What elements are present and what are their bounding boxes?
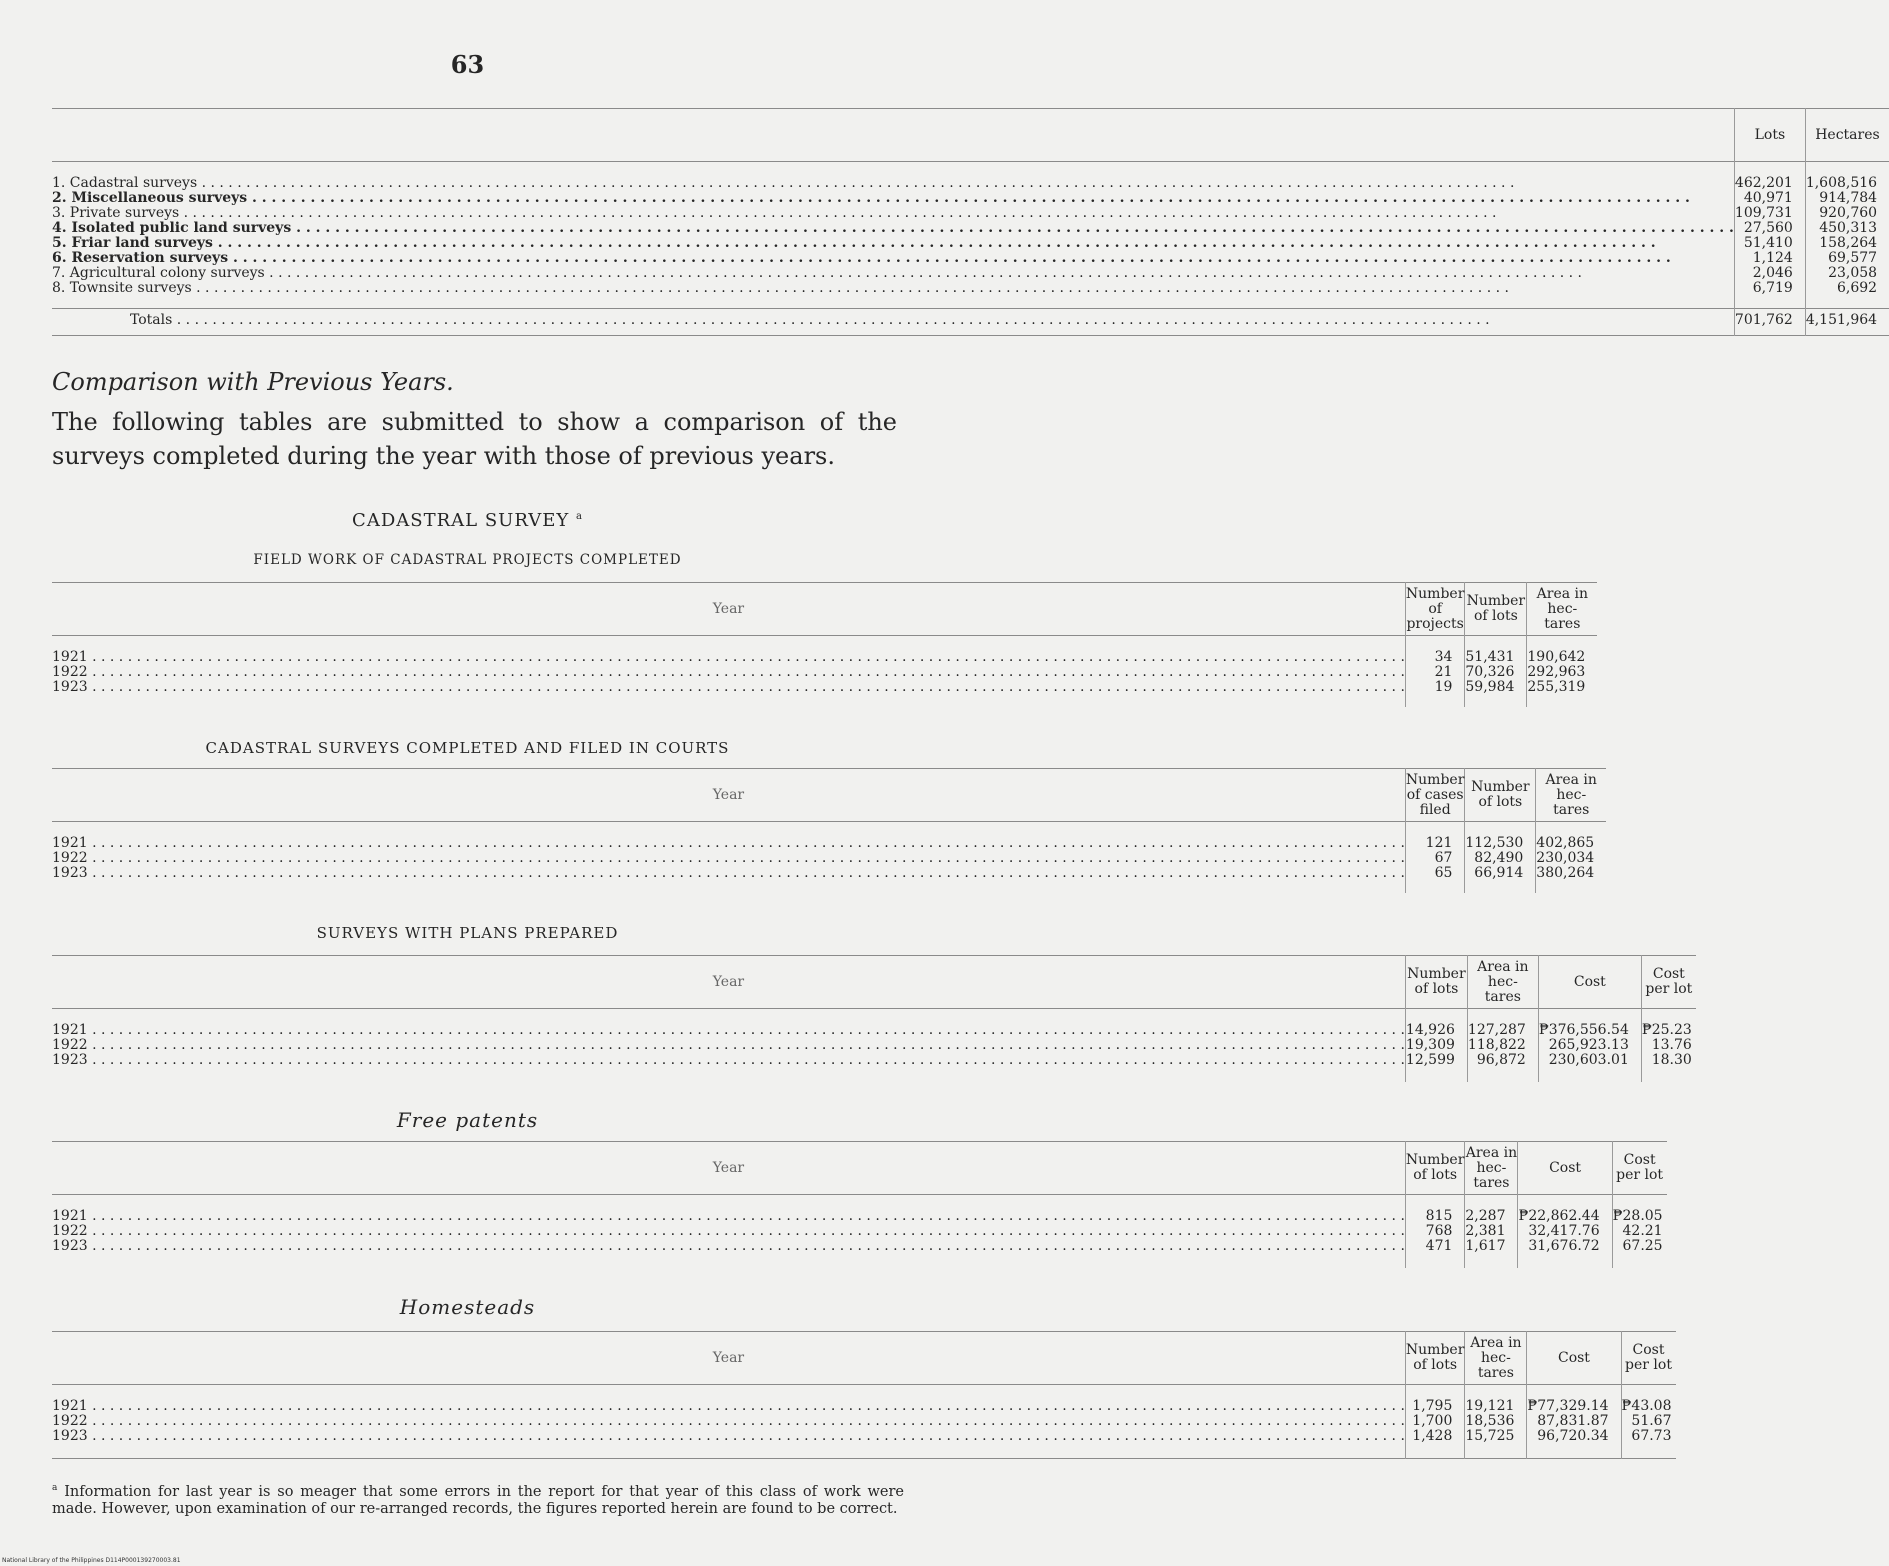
lots-cell: 1,795 bbox=[1405, 1399, 1464, 1414]
area-cell: 1,617 bbox=[1465, 1239, 1518, 1254]
summary-row-label: 4. Isolated public land surveys . . . bbox=[52, 221, 1734, 236]
cost-cell: 96,720.34 bbox=[1527, 1429, 1621, 1444]
cases-cell: 65 bbox=[1405, 866, 1464, 881]
field-work-header-projects: Number of projects bbox=[1405, 583, 1464, 636]
field-work-header-lots: Number of lots bbox=[1465, 583, 1527, 636]
plans-header-cost: Cost bbox=[1538, 956, 1641, 1009]
homesteads-table bbox=[52, 1331, 1676, 1460]
summary-lots-cell: 51,410 bbox=[1734, 236, 1805, 251]
table-row bbox=[52, 1239, 1667, 1254]
summary-totals-lots: 701,762 bbox=[1734, 309, 1805, 336]
table-row bbox=[52, 1209, 1667, 1224]
year-cell: 1921 . . . bbox=[52, 650, 1405, 665]
summary-lots-cell: 109,731 bbox=[1734, 206, 1805, 221]
free-patents-header-area: Area in hec- tares bbox=[1465, 1142, 1518, 1195]
library-credit: National Library of the Philippines D114P000139270003.81 bbox=[2, 1557, 181, 1564]
field-work-title: FIELD WORK OF CADASTRAL PROJECTS COMPLETED bbox=[253, 552, 682, 568]
footnote bbox=[52, 1480, 904, 1518]
footnote-marker: a bbox=[575, 511, 583, 522]
summary-totals-row bbox=[52, 309, 1889, 336]
filed-courts-title: CADASTRAL SURVEYS COMPLETED AND FILED IN COURTS bbox=[205, 739, 730, 757]
summary-totals-label: Totals . . . bbox=[52, 309, 1734, 336]
cost-per-lot-cell: ₱43.08 bbox=[1621, 1399, 1675, 1414]
table-row bbox=[52, 1399, 1676, 1414]
cost-per-lot-cell: 67.73 bbox=[1621, 1429, 1675, 1444]
year-cell: 1923 . . . bbox=[52, 680, 1405, 695]
intro-paragraph: The following tables are submitted to show a comparison of the surveys completed during the year with those of previous years. bbox=[52, 408, 897, 470]
year-cell: 1923 . . . bbox=[52, 1429, 1405, 1444]
year-cell: 1923 . . . bbox=[52, 866, 1405, 881]
year-cell: 1922 . . . bbox=[52, 665, 1405, 680]
year-cell: 1922 . . . bbox=[52, 1038, 1405, 1053]
cases-cell: 121 bbox=[1405, 836, 1464, 851]
cadastral-survey-title bbox=[0, 510, 935, 531]
filed-courts-table bbox=[52, 768, 1606, 893]
cost-cell: ₱22,862.44 bbox=[1518, 1209, 1612, 1224]
lots-cell: 471 bbox=[1405, 1239, 1464, 1254]
summary-lots-cell: 462,201 bbox=[1734, 176, 1805, 191]
area-cell: 292,963 bbox=[1527, 665, 1597, 680]
lots-cell: 12,599 bbox=[1405, 1053, 1467, 1068]
cadastral-survey-title-text: CADASTRAL SURVEY bbox=[352, 510, 570, 531]
area-cell: 127,287 bbox=[1467, 1023, 1538, 1038]
lots-cell: 59,984 bbox=[1465, 680, 1527, 695]
cost-per-lot-cell: ₱28.05 bbox=[1612, 1209, 1666, 1224]
plans-header-cost-per-lot: Cost per lot bbox=[1641, 956, 1695, 1009]
lots-cell: 1,700 bbox=[1405, 1414, 1464, 1429]
free-patents-header-year: Year bbox=[712, 1159, 745, 1176]
summary-row-label: 8. Townsite surveys . . . bbox=[52, 281, 1734, 296]
summary-totals-hectares: 4,151,964 bbox=[1805, 309, 1889, 336]
summary-table bbox=[52, 108, 1889, 337]
table-row bbox=[52, 680, 1597, 695]
summary-hectares-cell: 69,577 bbox=[1805, 251, 1889, 266]
cost-cell: ₱77,329.14 bbox=[1527, 1399, 1621, 1414]
summary-lots-cell: 1,124 bbox=[1734, 251, 1805, 266]
plans-prepared-table bbox=[52, 955, 1696, 1082]
area-cell: 118,822 bbox=[1467, 1038, 1538, 1053]
year-cell: 1922 . . . bbox=[52, 1414, 1405, 1429]
plans-header-year: Year bbox=[712, 973, 745, 990]
cost-cell: 230,603.01 bbox=[1538, 1053, 1641, 1068]
table-row bbox=[52, 1429, 1676, 1444]
summary-hectares-cell: 158,264 bbox=[1805, 236, 1889, 251]
cost-cell: 32,417.76 bbox=[1518, 1224, 1612, 1239]
plans-prepared-title: SURVEYS WITH PLANS PREPARED bbox=[316, 924, 619, 942]
cost-cell: 87,831.87 bbox=[1527, 1414, 1621, 1429]
table-row bbox=[52, 236, 1889, 251]
field-work-header-year: Year bbox=[712, 600, 745, 617]
cost-per-lot-cell: ₱25.23 bbox=[1641, 1023, 1695, 1038]
area-cell: 19,121 bbox=[1465, 1399, 1527, 1414]
summary-row-label: 1. Cadastral surveys . . . bbox=[52, 176, 1734, 191]
cost-cell: 31,676.72 bbox=[1518, 1239, 1612, 1254]
table-row bbox=[52, 650, 1597, 665]
summary-lots-cell: 40,971 bbox=[1734, 191, 1805, 206]
area-cell: 255,319 bbox=[1527, 680, 1597, 695]
homesteads-title: Homesteads bbox=[399, 1295, 536, 1319]
plans-header-lots: Number of lots bbox=[1405, 956, 1467, 1009]
free-patents-table bbox=[52, 1141, 1667, 1268]
table-row bbox=[52, 851, 1606, 866]
lots-cell: 66,914 bbox=[1465, 866, 1536, 881]
table-row bbox=[52, 176, 1889, 191]
table-row bbox=[52, 866, 1606, 881]
table-row bbox=[52, 836, 1606, 851]
summary-lots-cell: 6,719 bbox=[1734, 281, 1805, 296]
homesteads-header-lots: Number of lots bbox=[1405, 1332, 1464, 1385]
homesteads-header-cost-per-lot: Cost per lot bbox=[1621, 1332, 1675, 1385]
area-cell: 15,725 bbox=[1465, 1429, 1527, 1444]
area-cell: 96,872 bbox=[1467, 1053, 1538, 1068]
plans-header-area: Area in hec- tares bbox=[1467, 956, 1538, 1009]
lots-cell: 19,309 bbox=[1405, 1038, 1467, 1053]
table-row bbox=[52, 191, 1889, 206]
projects-cell: 21 bbox=[1405, 665, 1464, 680]
area-cell: 402,865 bbox=[1536, 836, 1606, 851]
cases-cell: 67 bbox=[1405, 851, 1464, 866]
table-row bbox=[52, 281, 1889, 296]
summary-hectares-cell: 450,313 bbox=[1805, 221, 1889, 236]
summary-hectares-cell: 23,058 bbox=[1805, 266, 1889, 281]
lots-cell: 1,428 bbox=[1405, 1429, 1464, 1444]
summary-hectares-cell: 6,692 bbox=[1805, 281, 1889, 296]
summary-row-label: 5. Friar land surveys . . . bbox=[52, 236, 1734, 251]
summary-hectares-cell: 1,608,516 bbox=[1805, 176, 1889, 191]
projects-cell: 19 bbox=[1405, 680, 1464, 695]
free-patents-title: Free patents bbox=[396, 1108, 539, 1132]
area-cell: 380,264 bbox=[1536, 866, 1606, 881]
cost-per-lot-cell: 42.21 bbox=[1612, 1224, 1666, 1239]
free-patents-header-cost: Cost bbox=[1518, 1142, 1612, 1195]
year-cell: 1923 . . . bbox=[52, 1239, 1405, 1254]
area-cell: 2,287 bbox=[1465, 1209, 1518, 1224]
table-row bbox=[52, 1053, 1696, 1068]
summary-hectares-cell: 914,784 bbox=[1805, 191, 1889, 206]
area-cell: 18,536 bbox=[1465, 1414, 1527, 1429]
summary-hectares-cell: 920,760 bbox=[1805, 206, 1889, 221]
year-cell: 1921 . . . bbox=[52, 1023, 1405, 1038]
area-cell: 2,381 bbox=[1465, 1224, 1518, 1239]
summary-lots-cell: 2,046 bbox=[1734, 266, 1805, 281]
filed-courts-header-lots: Number of lots bbox=[1465, 769, 1536, 822]
table-row bbox=[52, 1023, 1696, 1038]
summary-lots-cell: 27,560 bbox=[1734, 221, 1805, 236]
filed-courts-header-cases: Number of cases filed bbox=[1405, 769, 1464, 822]
free-patents-header-cost-per-lot: Cost per lot bbox=[1612, 1142, 1666, 1195]
table-row bbox=[52, 1414, 1676, 1429]
projects-cell: 34 bbox=[1405, 650, 1464, 665]
cost-per-lot-cell: 13.76 bbox=[1641, 1038, 1695, 1053]
area-cell: 230,034 bbox=[1536, 851, 1606, 866]
cost-cell: 265,923.13 bbox=[1538, 1038, 1641, 1053]
summary-row-label: 7. Agricultural colony surveys . . . bbox=[52, 266, 1734, 281]
cost-cell: ₱376,556.54 bbox=[1538, 1023, 1641, 1038]
table-row bbox=[52, 206, 1889, 221]
lots-cell: 70,326 bbox=[1465, 665, 1527, 680]
lots-cell: 51,431 bbox=[1465, 650, 1527, 665]
field-work-table bbox=[52, 582, 1597, 707]
summary-row-label: 2. Miscellaneous surveys . . . bbox=[52, 191, 1734, 206]
lots-cell: 112,530 bbox=[1465, 836, 1536, 851]
summary-row-label: 3. Private surveys . . . bbox=[52, 206, 1734, 221]
lots-cell: 815 bbox=[1405, 1209, 1464, 1224]
year-cell: 1922 . . . bbox=[52, 851, 1405, 866]
homesteads-header-cost: Cost bbox=[1527, 1332, 1621, 1385]
table-row bbox=[52, 221, 1889, 236]
table-row bbox=[52, 1038, 1696, 1053]
lots-cell: 14,926 bbox=[1405, 1023, 1467, 1038]
lots-cell: 82,490 bbox=[1465, 851, 1536, 866]
field-work-header-area: Area in hec- tares bbox=[1527, 583, 1597, 636]
cost-per-lot-cell: 51.67 bbox=[1621, 1414, 1675, 1429]
year-cell: 1921 . . . bbox=[52, 1209, 1405, 1224]
year-cell: 1921 . . . bbox=[52, 1399, 1405, 1414]
cost-per-lot-cell: 67.25 bbox=[1612, 1239, 1666, 1254]
lots-cell: 768 bbox=[1405, 1224, 1464, 1239]
area-cell: 190,642 bbox=[1527, 650, 1597, 665]
filed-courts-header-area: Area in hec- tares bbox=[1536, 769, 1606, 822]
summary-header-lots: Lots bbox=[1734, 109, 1805, 162]
year-cell: 1921 . . . bbox=[52, 836, 1405, 851]
cost-per-lot-cell: 18.30 bbox=[1641, 1053, 1695, 1068]
table-row bbox=[52, 1224, 1667, 1239]
year-cell: 1923 . . . bbox=[52, 1053, 1405, 1068]
summary-row-label: 6. Reservation surveys . . . bbox=[52, 251, 1734, 266]
comparison-heading: Comparison with Previous Years. bbox=[52, 368, 454, 396]
footnote-mark: a bbox=[52, 1483, 58, 1493]
summary-header-hectares: Hectares bbox=[1805, 109, 1889, 162]
footnote-text: Information for last year is so meager that some errors in the report for that year of this class of work were made. However, upon examination of our re-arranged records, the figures reported herein are found to be correct. bbox=[52, 1483, 904, 1517]
table-row bbox=[52, 665, 1597, 680]
filed-courts-header-year: Year bbox=[712, 786, 745, 803]
table-row bbox=[52, 266, 1889, 281]
table-row bbox=[52, 251, 1889, 266]
page-number: 63 bbox=[450, 50, 485, 79]
year-cell: 1922 . . . bbox=[52, 1224, 1405, 1239]
homesteads-header-year: Year bbox=[712, 1349, 745, 1366]
free-patents-header-lots: Number of lots bbox=[1405, 1142, 1464, 1195]
homesteads-header-area: Area in hec- tares bbox=[1465, 1332, 1527, 1385]
